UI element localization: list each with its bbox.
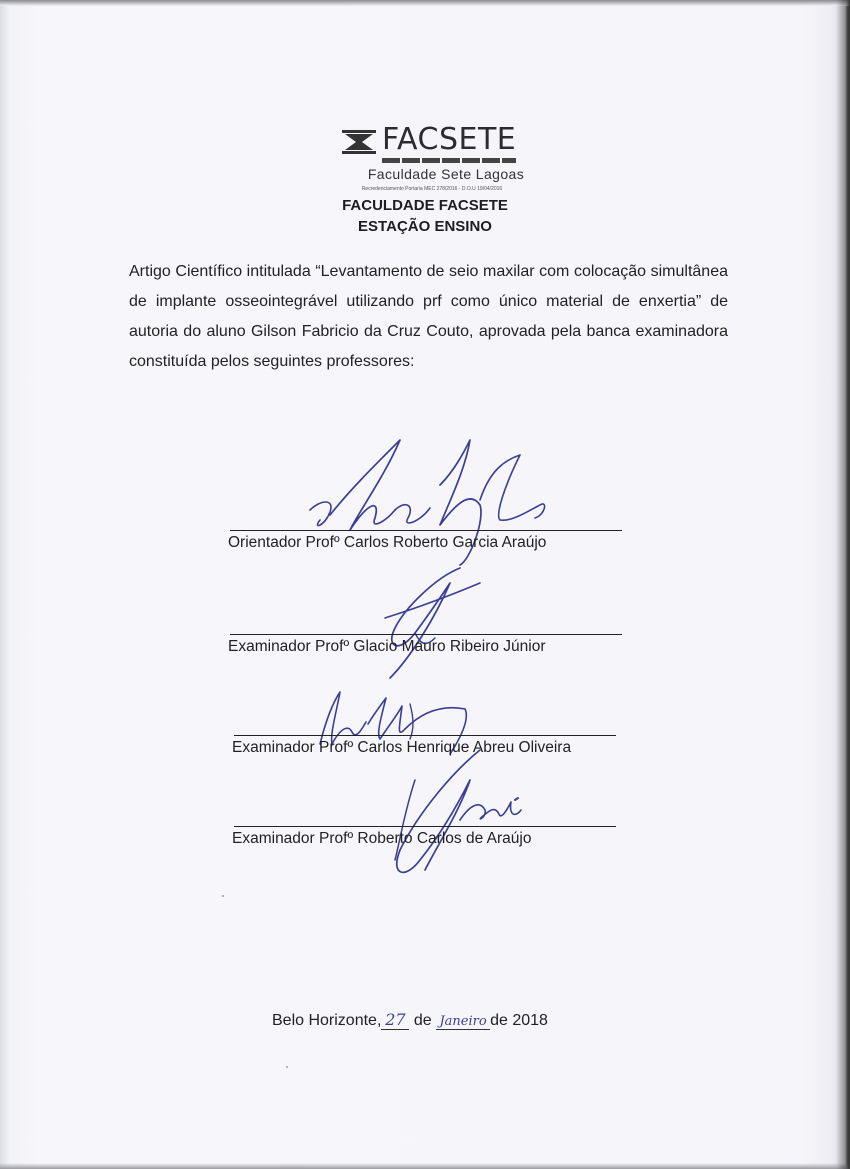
date-year: de 2018 — [490, 1012, 548, 1029]
institution-heading: FACULDADE FACSETE — [342, 197, 508, 214]
signatory-label-3: Examinador Profº Carlos Henrique Abreu Oliveira — [232, 739, 572, 756]
signature-examinador-1 — [355, 558, 495, 683]
signature-line-1 — [230, 530, 622, 531]
scan-speck — [222, 895, 224, 897]
date-day: 27 — [381, 1010, 409, 1030]
scan-shadow-bottom — [0, 1163, 850, 1169]
signature-line-3 — [234, 735, 616, 736]
date-month: Janeiro — [436, 1014, 490, 1030]
signature-line-4 — [234, 826, 616, 827]
date-of: de — [413, 1012, 432, 1029]
facsete-logo — [340, 122, 525, 194]
logo-subtitle: Faculdade Sete Lagoas — [367, 166, 525, 182]
logo-brand: FACSETE — [382, 122, 517, 157]
logo-mark-icon — [342, 130, 376, 154]
logo-bars — [382, 158, 516, 163]
signatory-label-1: Orientador Profº Carlos Roberto Garcia Araújo — [228, 534, 547, 551]
scan-shadow-top — [0, 0, 850, 6]
institution-subheading: ESTAÇÃO ENSINO — [358, 218, 492, 235]
signatory-label-2: Examinador Profº Glacio Mauro Ribeiro Júnior — [228, 638, 546, 655]
scan-speck — [286, 1066, 288, 1068]
logo-fine-print: Recredenciamento Portaria MEC 278/2016 - D.O.U 19/04/2016 — [361, 186, 503, 192]
approval-paragraph: Artigo Científico intitulada “Levantamento de seio maxilar com colocação simultânea de implante osseointegrável utilizando prf como único material de enxertia” de autoria do aluno Gilson Fabricio da Cruz Couto, aprovada pela banca examinadora constituída pelos seguintes professores: — [129, 263, 728, 370]
date-line — [272, 1010, 548, 1030]
date-city: Belo Horizonte, — [272, 1012, 382, 1029]
signature-line-2 — [230, 634, 622, 635]
signature-examinador-3 — [375, 740, 535, 890]
signatory-label-4: Examinador Profº Roberto Carlos de Araújo — [232, 830, 532, 847]
scan-shadow-right — [836, 0, 850, 1169]
